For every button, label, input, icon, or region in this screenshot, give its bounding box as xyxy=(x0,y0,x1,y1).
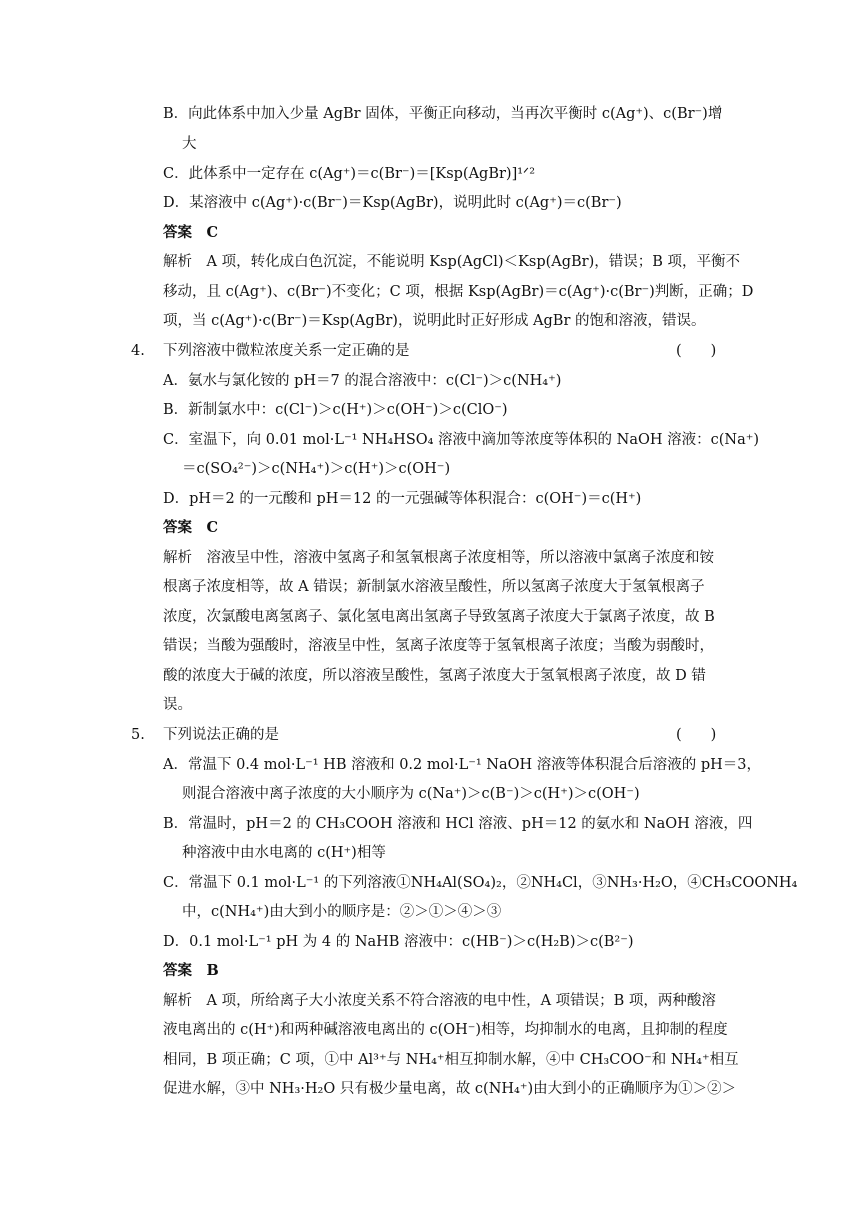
text-line: D．pH＝2 的一元酸和 pH＝12 的一元强碱等体积混合：c(OH⁻)＝c(H⁺) xyxy=(163,491,642,507)
question-4-number: 4. xyxy=(131,343,145,359)
text-line: 大 xyxy=(182,136,197,152)
text-line: 答案 C xyxy=(163,519,219,536)
text-line: 液电离出的 c(H⁺)和两种碱溶液电离出的 c(OH⁻)相等，均抑制水的电离，且抑制的程度 xyxy=(163,1022,728,1038)
text-line: 种溶液中由水电离的 c(H⁺)相等 xyxy=(182,845,386,861)
text-line: 解析 溶液呈中性，溶液中氢离子和氢氧根离子浓度相等，所以溶液中氯离子浓度和铵 xyxy=(163,550,714,566)
text-line: 中，c(NH₄⁺)由大到小的顺序是：②＞①＞④＞③ xyxy=(182,904,502,920)
text-line: 下列说法正确的是 xyxy=(163,727,279,743)
text-line: 答案 C xyxy=(163,224,219,241)
text-line: 根离子浓度相等，故 A 错误；新制氯水溶液呈酸性，所以氢离子浓度大于氢氧根离子 xyxy=(163,579,705,595)
text-line: 项，当 c(Ag⁺)·c(Br⁻)＝Ksp(AgBr)，说明此时正好形成 AgBr 的饱和溶液，错误。 xyxy=(163,313,706,329)
text-line: 促进水解，③中 NH₃·H₂O 只有极少量电离，故 c(NH₄⁺)由大到小的正确顺序为①＞②＞ xyxy=(163,1081,737,1097)
text-line: A．氨水与氯化铵的 pH＝7 的混合溶液中：c(Cl⁻)＞c(NH₄⁺) xyxy=(163,373,562,389)
text-line: ＝c(SO₄²⁻)＞c(NH₄⁺)＞c(H⁺)＞c(OH⁻) xyxy=(182,461,451,477)
text-line: 下列溶液中微粒浓度关系一定正确的是 xyxy=(163,343,410,359)
text-line: 相同，B 项正确；C 项，①中 Al³⁺与 NH₄⁺相互抑制水解，④中 CH₃COO⁻和 NH₄⁺相互 xyxy=(163,1052,739,1068)
text-line: 则混合溶液中离子浓度的大小顺序为 c(Na⁺)＞c(B⁻)＞c(H⁺)＞c(OH⁻) xyxy=(182,786,640,802)
text-line: 浓度，次氯酸电离氢离子、氯化氢电离出氢离子导致氢离子浓度大于氯离子浓度，故 B xyxy=(163,609,715,625)
text-line: 错误；当酸为强酸时，溶液呈中性，氢离子浓度等于氢氧根离子浓度；当酸为弱酸时， xyxy=(163,638,714,654)
text-line: C．此体系中一定存在 c(Ag⁺)＝c(Br⁻)＝[Ksp(AgBr)]¹ᐟ² xyxy=(163,166,536,182)
text-line: B．新制氯水中：c(Cl⁻)＞c(H⁺)＞c(OH⁻)＞c(ClO⁻) xyxy=(163,402,508,418)
text-line: D．某溶液中 c(Ag⁺)·c(Br⁻)＝Ksp(AgBr)，说明此时 c(Ag⁺)＝c(Br⁻) xyxy=(163,195,622,211)
text-line: A．常温下 0.4 mol·L⁻¹ HB 溶液和 0.2 mol·L⁻¹ NaOH 溶液等体积混合后溶液的 pH＝3， xyxy=(163,757,762,773)
text-line: B．向此体系中加入少量 AgBr 固体，平衡正向移动，当再次平衡时 c(Ag⁺)、c(Br⁻)增 xyxy=(163,106,723,122)
text-line: C．室温下，向 0.01 mol·L⁻¹ NH₄HSO₄ 溶液中滴加等浓度等体积的 NaOH 溶液：c(Na⁺) xyxy=(163,432,760,448)
text-line: D．0.1 mol·L⁻¹ pH 为 4 的 NaHB 溶液中：c(HB⁻)＞c(H₂B)＞c(B²⁻) xyxy=(163,934,634,950)
text-line: 误。 xyxy=(163,697,192,713)
question-5-number: 5. xyxy=(131,727,145,743)
text-line: 答案 B xyxy=(163,962,219,979)
text-line: 解析 A 项，转化成白色沉淀，不能说明 Ksp(AgCl)＜Ksp(AgBr)，错误；B 项，平衡不 xyxy=(163,254,741,270)
text-line: 酸的浓度大于碱的浓度，所以溶液呈酸性，氢离子浓度大于氢氧根离子浓度，故 D 错 xyxy=(163,668,706,684)
question-4-answer-blank: ( ) xyxy=(676,343,717,359)
text-line: C．常温下 0.1 mol·L⁻¹ 的下列溶液①NH₄Al(SO₄)₂，②NH₄Cl，③NH₃·H₂O，④CH₃COONH₄ xyxy=(163,875,798,891)
text-line: 解析 A 项，所给离子大小浓度关系不符合溶液的电中性，A 项错误；B 项，两种酸溶 xyxy=(163,993,716,1009)
question-5-answer-blank: ( ) xyxy=(676,727,717,743)
text-line: B．常温时，pH＝2 的 CH₃COOH 溶液和 HCl 溶液、pH＝12 的氨水和 NaOH 溶液，四 xyxy=(163,816,753,832)
text-line: 移动，且 c(Ag⁺)、c(Br⁻)不变化；C 项，根据 Ksp(AgBr)＝c(Ag⁺)·c(Br⁻)判断，正确；D xyxy=(163,284,754,300)
